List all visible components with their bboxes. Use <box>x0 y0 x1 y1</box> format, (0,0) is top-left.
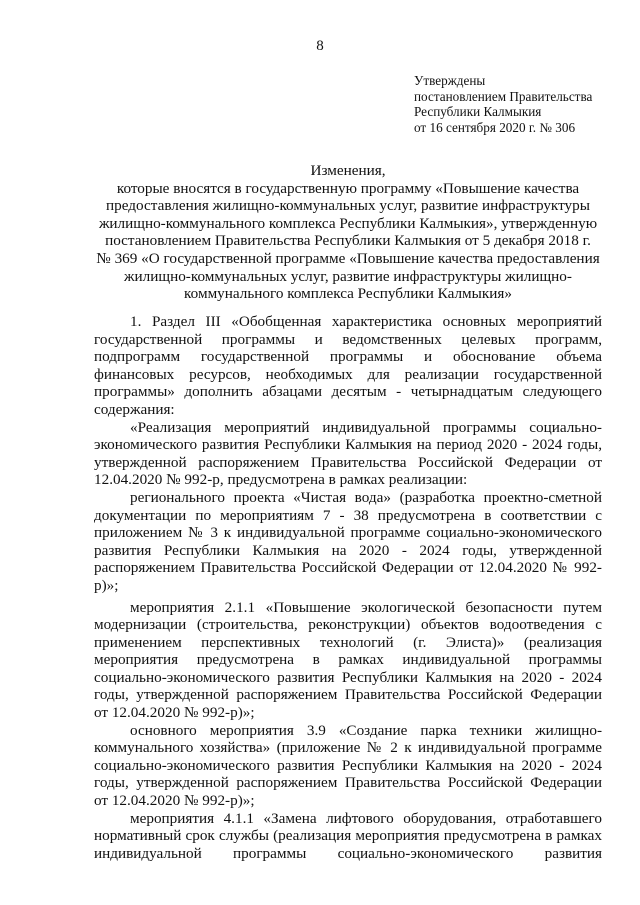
page-number: 8 <box>316 38 324 54</box>
title-line: которые вносятся в государственную программу «Повышение качества <box>116 179 580 197</box>
approval-line: от 16 сентября 2020 г. № 306 <box>414 119 576 135</box>
body-line: распоряжением Правительства Российской Федерации от 12.04.2020 № 992- <box>94 559 602 577</box>
body-line: мероприятия 2.1.1 «Повышение экологической безопасности путем <box>130 598 602 616</box>
body-line: приложением № 3 к индивидуальной программе социально-экономического <box>94 524 602 542</box>
title-line: жилищно-коммунального комплекса Республики Калмыкия», утвержденную <box>98 214 598 232</box>
body-line: от 12.04.2020 № 992-р)»; <box>94 704 255 722</box>
body-line: 12.04.2020 № 992-р, предусмотрена в рамках реализации: <box>94 471 468 489</box>
title-line: коммунального комплекса Республики Калмыкия» <box>184 285 512 303</box>
body-line: социально-экономического развития Республики Калмыкия на 2020 - 2024 <box>94 756 602 774</box>
body-line: экономического развития Республики Калмыкия на период 2020 - 2024 годы, <box>94 436 602 454</box>
body-line: программы» дополнить абзацами десятым - четырнадцатым следующего <box>94 383 602 401</box>
body-line: подпрограмм государственной программы и обоснование объема <box>94 348 602 366</box>
body-line: содержания: <box>94 400 175 418</box>
title-line: жилищно-коммунальных услуг, развитие инфраструктуры жилищно- <box>124 267 572 285</box>
document-title <box>88 162 608 303</box>
paragraph-5 <box>94 722 602 810</box>
body-line: государственной программы и ведомственных целевых программ, <box>94 330 602 348</box>
title-line: постановлением Правительства Республики Калмыкия от 5 декабря 2018 г. <box>105 232 591 250</box>
body-line: мероприятия предусмотрена в рамках индивидуальной программы <box>94 651 602 669</box>
body-line: 1. Раздел III «Обобщенная характеристика основных мероприятий <box>130 313 602 330</box>
body-line: основного мероприятия 3.9 «Создание парка техники жилищно- <box>130 721 602 739</box>
paragraph-6 <box>94 810 602 863</box>
body-line: мероприятия 4.1.1 «Замена лифтового оборудования, отработавшего <box>130 809 602 827</box>
body-line: модернизации (строительства, реконструкции) объектов водоотведения с <box>94 616 602 634</box>
paragraph-4 <box>94 599 602 722</box>
body-line: годы, утвержденной распоряжением Правительства Российской Федерации <box>94 686 602 704</box>
body-line: развития Республики Калмыкия на 2020 - 2024 годы, утвержденной <box>94 541 602 559</box>
document-body <box>94 313 602 862</box>
body-line: индивидуальной программы социально-экономического развития <box>94 844 602 862</box>
title-line: предоставления жилищно-коммунальных услуг, развитие инфраструктуры <box>106 197 590 215</box>
body-line: нормативный срок службы (реализация мероприятия предусмотрена в рамках <box>94 827 602 845</box>
body-line: «Реализация мероприятий индивидуальной программы социально- <box>130 418 602 436</box>
body-line: утвержденной распоряжением Правительства Российской Федерации от <box>94 453 602 471</box>
paragraph-2 <box>94 419 602 489</box>
body-line: финансовых ресурсов, необходимых для реализации государственной <box>94 365 602 383</box>
approval-line: Утверждены <box>414 73 486 88</box>
body-line: от 12.04.2020 № 992-р)»; <box>94 792 255 810</box>
approval-line: постановлением Правительства <box>414 88 593 104</box>
body-line: документации по мероприятиям 7 - 38 предусмотрена в соответствии с <box>94 506 602 524</box>
paragraph-3 <box>94 489 602 595</box>
body-line: р)»; <box>94 576 119 594</box>
body-line: регионального проекта «Чистая вода» (разработка проектно-сметной <box>130 488 602 506</box>
body-line: социально-экономического развития Республики Калмыкия на 2020 - 2024 <box>94 668 602 686</box>
approval-line: Республики Калмыкия <box>414 104 542 119</box>
title-line: № 369 «О государственной программе «Повышение качества предоставления <box>96 249 600 267</box>
paragraph-1 <box>94 313 602 419</box>
title-line: Изменения, <box>310 162 386 179</box>
body-line: коммунального хозяйства» (приложение № 2 к индивидуальной программе <box>94 739 602 757</box>
body-line: применением перспективных технологий (г. Элиста)» (реализация <box>94 633 602 651</box>
body-line: годы, утвержденной распоряжением Правительства Российской Федерации <box>94 774 602 792</box>
approval-stamp-block <box>414 73 592 135</box>
